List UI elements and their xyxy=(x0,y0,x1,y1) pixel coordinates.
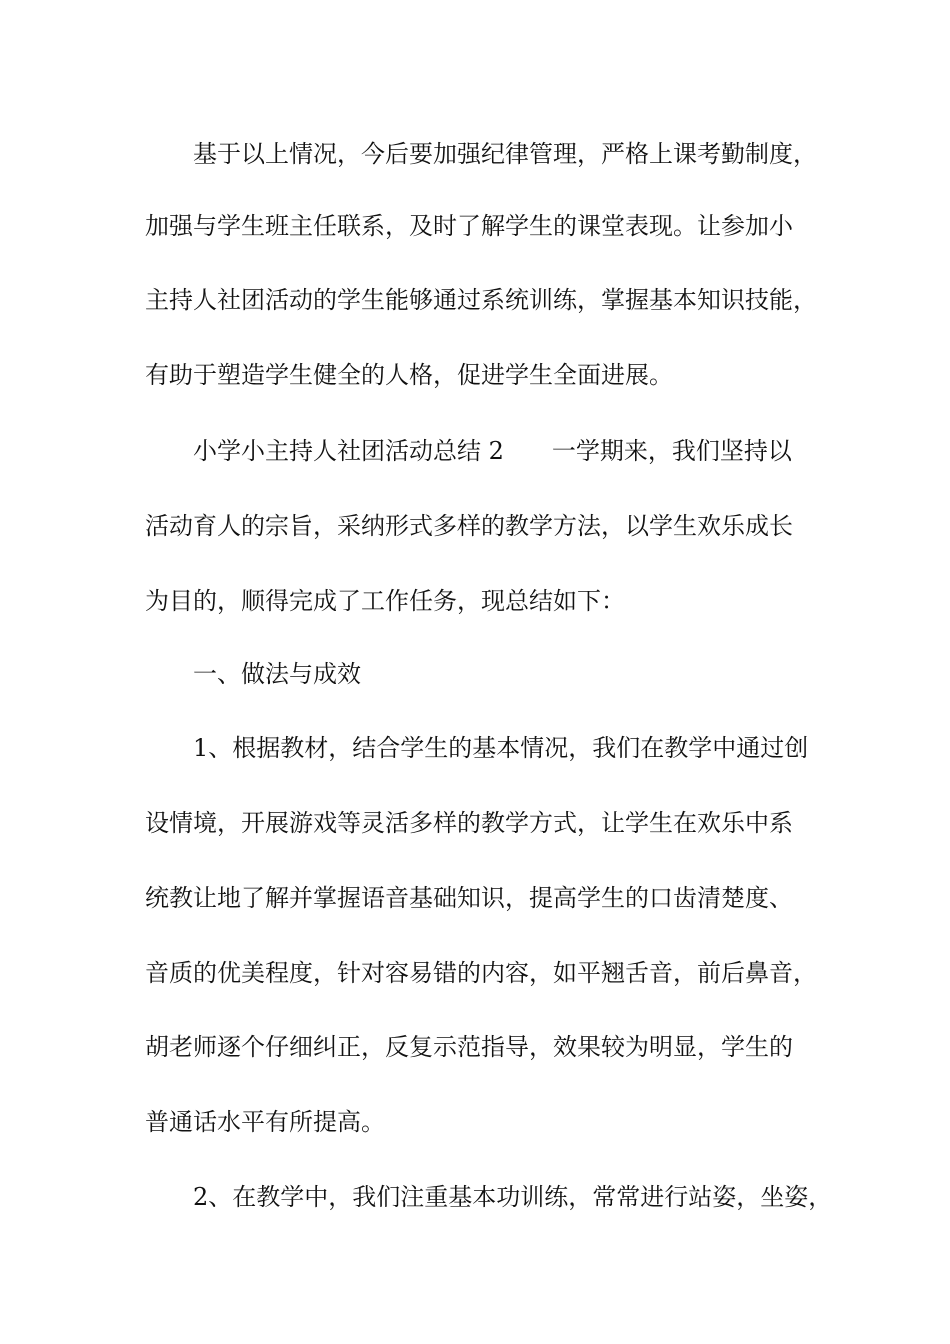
text-line-2: 加强与学生班主任联系，及时了解学生的课堂表现。让参加小 xyxy=(145,212,793,240)
text-line-1: 基于以上情况，今后要加强纪律管理，严格上课考勤制度， xyxy=(193,140,817,168)
text-line-13: 胡老师逐个仔细纠正，反复示范指导，效果较为明显，学生的 xyxy=(145,1033,793,1061)
text-line-6: 活动育人的宗旨，采纳形式多样的教学方法，以学生欢乐成长 xyxy=(145,512,793,540)
subheading-line: 一、做法与成效 xyxy=(193,660,361,688)
text-line-11: 统教让地了解并掌握语音基础知识，提高学生的口齿清楚度、 xyxy=(145,884,793,912)
section-heading-line: 小学小主持人社团活动总结 2 一学期来，我们坚持以 xyxy=(193,437,792,465)
text-line-7: 为目的，顺得完成了工作任务，现总结如下： xyxy=(145,587,625,615)
text-line-15: 2、在教学中，我们注重基本功训练，常常进行站姿，坐姿， xyxy=(193,1183,833,1211)
text-line-10: 设情境，开展游戏等灵活多样的教学方式，让学生在欢乐中系 xyxy=(145,809,793,837)
text-line-3: 主持人社团活动的学生能够通过系统训练，掌握基本知识技能， xyxy=(145,286,817,314)
text-line-9: 1、根据教材，结合学生的基本情况，我们在教学中通过创 xyxy=(193,734,809,762)
text-line-12: 音质的优美程度，针对容易错的内容，如平翘舌音，前后鼻音， xyxy=(145,959,817,987)
text-line-4: 有助于塑造学生健全的人格，促进学生全面进展。 xyxy=(145,361,673,389)
text-line-14: 普通话水平有所提高。 xyxy=(145,1108,385,1136)
